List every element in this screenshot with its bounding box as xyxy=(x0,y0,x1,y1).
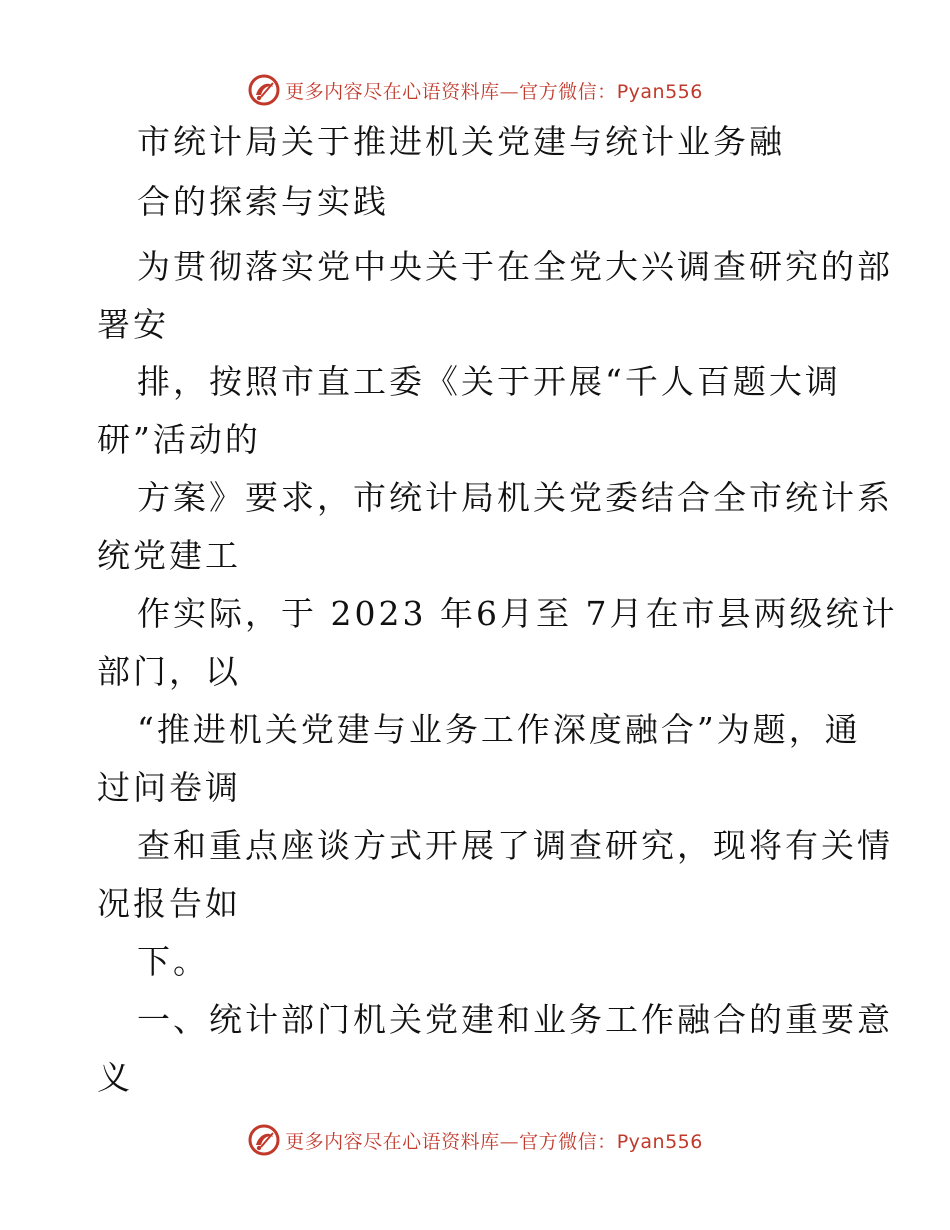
doc-line: 方案》要求，市统计局机关党委结合全市统计系 xyxy=(137,478,893,517)
doc-line: “推进机关党建与业务工作深度融合”为题，通 xyxy=(137,710,861,749)
header-watermark xyxy=(0,72,950,108)
watermark-official: 官方微信： xyxy=(519,1130,617,1153)
doc-line: 市统计局关于推进机关党建与统计业务融 xyxy=(137,122,785,161)
watermark-id: Pyan556 xyxy=(616,80,703,103)
watermark-official: 官方微信： xyxy=(519,80,617,103)
watermark-text xyxy=(285,1127,703,1154)
doc-line: 义 xyxy=(97,1058,133,1097)
doc-line: 况报告如 xyxy=(97,884,241,923)
doc-line: 排，按照市直工委《关于开展“千人百题大调 xyxy=(137,362,841,401)
doc-line: 为贯彻落实党中央关于在全党大兴调查研究的部 xyxy=(137,247,893,286)
doc-line: 部门，以 xyxy=(97,652,241,691)
red-swirl-logo-icon xyxy=(247,1123,281,1157)
doc-line: 一、统计部门机关党建和业务工作融合的重要意 xyxy=(137,1000,893,1039)
watermark-dash: — xyxy=(499,1130,520,1153)
doc-line: 作实际，于 2023 年6月至 7月在市县两级统计 xyxy=(137,594,898,633)
doc-line: 合的探索与实践 xyxy=(137,182,389,221)
red-swirl-logo-icon xyxy=(247,73,281,107)
doc-line: 研”活动的 xyxy=(97,420,261,459)
doc-line: 下。 xyxy=(137,942,209,981)
watermark-dash: — xyxy=(499,80,520,103)
watermark-text xyxy=(285,77,703,104)
footer-watermark xyxy=(0,1122,950,1158)
watermark-main: 更多内容尽在心语资料库 xyxy=(285,80,500,103)
watermark-main: 更多内容尽在心语资料库 xyxy=(285,1130,500,1153)
doc-line: 统党建工 xyxy=(97,536,241,575)
doc-line: 过问卷调 xyxy=(97,768,241,807)
watermark-id: Pyan556 xyxy=(616,1130,703,1153)
doc-line: 查和重点座谈方式开展了调查研究，现将有关情 xyxy=(137,826,893,865)
doc-line: 署安 xyxy=(97,305,169,344)
